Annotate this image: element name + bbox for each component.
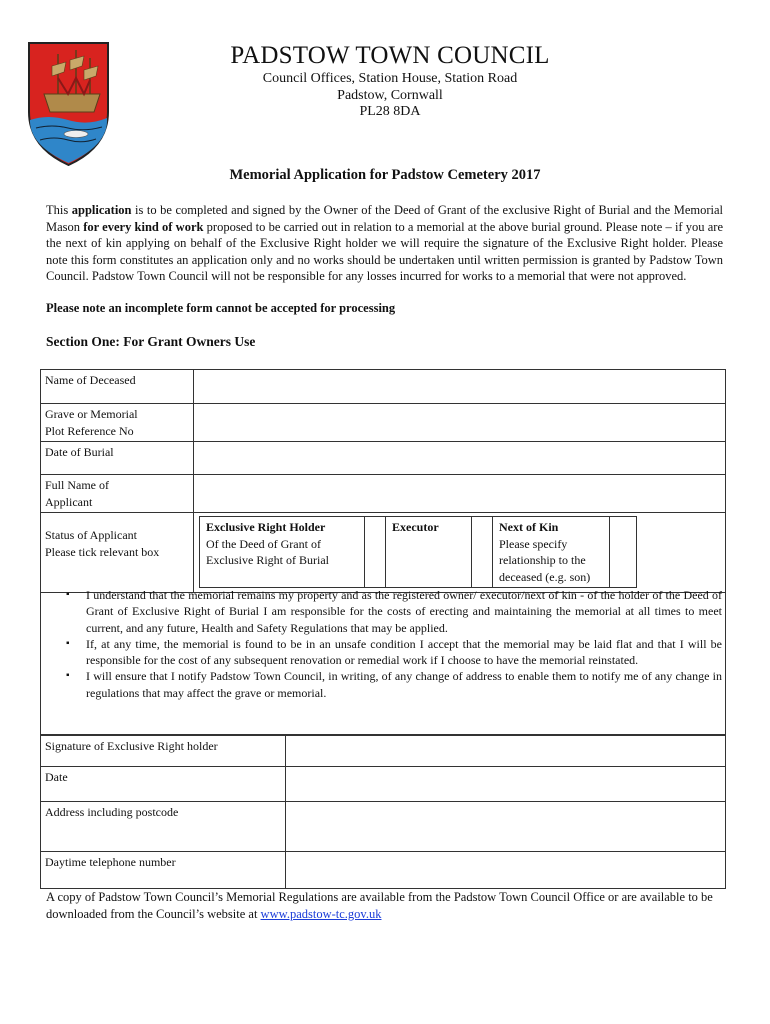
option-desc: Please specify relationship to the deceased (e.g. son) xyxy=(499,536,591,584)
label-line: Full Name of xyxy=(45,478,109,492)
intro-bold: for every kind of work xyxy=(83,219,204,234)
declaration-item: ▪ I will ensure that I notify Padstow Town Council, in writing, of any change of address to enable them to notify me of any change in regulations that may affect the grave or memorial. xyxy=(66,668,722,701)
option-title: Next of Kin xyxy=(499,520,559,534)
exclusive-right-holder-checkbox[interactable] xyxy=(365,517,386,588)
label-line: Plot Reference No xyxy=(45,423,134,438)
option-next-of-kin xyxy=(493,517,610,588)
label-status xyxy=(41,513,194,593)
intro-bold: application xyxy=(71,203,132,217)
intro-paragraph xyxy=(46,202,723,285)
declarations xyxy=(46,587,722,701)
footer-text: A copy of Padstow Town Council’s Memorial Regulations are available from the Padstow Town Council Office or are available to be downloaded from the Council’s website at xyxy=(46,890,713,921)
intro-text: is to be completed and signed by the Owner of the Deed of Grant of the exclusive Right of Burial and the Memorial Mason xyxy=(46,203,723,234)
footer-note xyxy=(46,889,723,922)
label-signature: Signature of Exclusive Right holder xyxy=(41,736,286,767)
label-line: Grave or Memorial xyxy=(45,407,138,421)
label-line: Please tick relevant box xyxy=(45,544,160,559)
label-line: Applicant xyxy=(45,494,93,509)
label-date-of-burial: Date of Burial xyxy=(41,442,194,475)
declaration-item: ▪ If, at any time, the memorial is found to be in an unsafe condition I accept that the memorial may be laid flat and that I will be responsible for the cost of any subsequent renovation or remedial work if I choose to have the memorial reinstated. xyxy=(66,636,722,669)
label-date: Date xyxy=(41,767,286,802)
signature-field[interactable] xyxy=(286,736,726,767)
full-name-field[interactable] xyxy=(194,475,726,513)
address-field[interactable] xyxy=(286,802,726,852)
option-title: Exclusive Right Holder xyxy=(206,520,326,534)
address-line-2: Padstow, Cornwall xyxy=(337,88,443,103)
intro-text: This xyxy=(46,203,72,217)
label-grave-reference xyxy=(41,404,194,442)
council-title: PADSTOW TOWN COUNCIL xyxy=(230,42,550,69)
council-website-link[interactable]: www.padstow-tc.gov.uk xyxy=(260,906,382,921)
option-executor: Executor xyxy=(386,517,472,588)
incomplete-form-note: Please note an incomplete form cannot be accepted for processing xyxy=(46,301,396,315)
phone-field[interactable] xyxy=(286,852,726,889)
option-desc: Of the Deed of Grant of Exclusive Right of Burial xyxy=(206,536,329,567)
name-of-deceased-field[interactable] xyxy=(194,370,726,404)
label-address: Address including postcode xyxy=(41,802,286,852)
next-of-kin-checkbox[interactable] xyxy=(610,517,637,588)
option-exclusive-right-holder xyxy=(200,517,365,588)
signature-table xyxy=(40,735,726,889)
label-phone: Daytime telephone number xyxy=(41,852,286,889)
date-of-burial-field[interactable] xyxy=(194,442,726,475)
date-field[interactable] xyxy=(286,767,726,802)
label-line: Status of Applicant xyxy=(45,528,137,542)
declaration-item: ▪ I understand that the memorial remains my property and as the registered owner/ executor/next of kin - of the holder of the Deed of Grant of Exclusive Right of Burial I am responsible for the costs of erecting and maintaining the memorial at all times to meet current, and any future, Health and Safety Regulations that may be applied. xyxy=(66,587,722,636)
label-name-of-deceased: Name of Deceased xyxy=(41,370,194,404)
status-options-table xyxy=(199,516,637,588)
executor-checkbox[interactable] xyxy=(472,517,493,588)
section-one-title: Section One: For Grant Owners Use xyxy=(46,334,256,349)
address-line-1: Council Offices, Station House, Station Road xyxy=(262,71,518,86)
address-line-3: PL28 8DA xyxy=(359,104,421,119)
form-heading: Memorial Application for Padstow Cemetery 2017 xyxy=(229,167,541,183)
label-full-name xyxy=(41,475,194,513)
intro-text: proposed to be carried out in relation to a memorial at the above burial ground. Please note – if you are the next of kin applying on behalf of the Exclusive Right holder we will require the signature of the Exclusive Right holder. Please note this form constitutes an application only and no works should be undertaken until written permission is granted by Padstow Town Council. Padstow Town Council will not be responsible for any losses incurred for works to a memorial that were not approved. xyxy=(46,219,723,284)
grave-reference-field[interactable] xyxy=(194,404,726,442)
